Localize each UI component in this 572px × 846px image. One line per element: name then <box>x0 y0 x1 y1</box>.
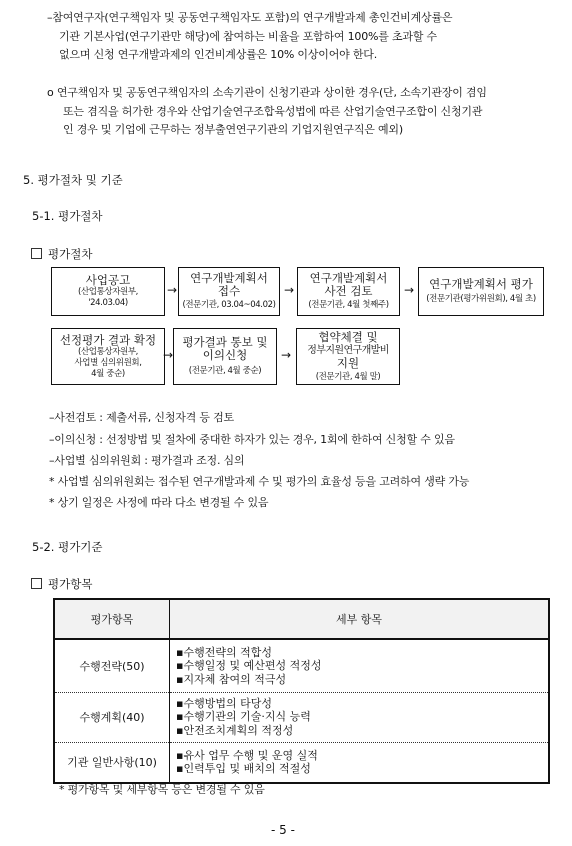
flow-step-pre-review <box>297 267 400 316</box>
flow-step-title: 연구개발계획서 평가 <box>429 277 533 291</box>
flow-step-title: 협약체결 및 <box>318 329 378 344</box>
flow-step-detail: (산업통상자원부, <box>78 346 138 357</box>
flow-step-title: 연구개발계획서 <box>309 271 388 285</box>
table-row <box>54 639 549 692</box>
flow-step-confirmation <box>51 328 165 385</box>
intro-paragraph <box>47 9 452 65</box>
flow-step-detail: (전문기관, 4월 말) <box>315 371 381 382</box>
flow-arrow: → <box>163 348 174 362</box>
flow-step-title: 사업공고 <box>85 273 131 287</box>
process-note: * 상기 일정은 사정에 따라 다소 변경될 수 있음 <box>49 496 269 509</box>
table-header: 평가항목 <box>54 599 170 639</box>
process-note: –사전검토 : 제출서류, 신청자격 등 검토 <box>49 411 234 424</box>
intro-line: –참여연구자(연구책임자 및 공동연구책임자도 포함)의 연구개발과제 총인건비계상률은 <box>47 11 453 24</box>
table-cell-label: 수행계획(40) <box>54 692 170 742</box>
flow-step-title: 지원 <box>336 355 360 370</box>
note-line: o 연구책임자 및 공동연구책임자의 소속기관이 신청기관과 상이한 경우(단, 소속기관장이 겸임 <box>47 86 487 99</box>
list-item: ▪지자체 참여의 적극성 <box>176 672 287 686</box>
flow-step-announcement <box>51 267 165 316</box>
process-note: –이의신청 : 선정방법 및 절차에 중대한 하자가 있는 경우, 1회에 한하여 신청할 수 있음 <box>49 433 455 446</box>
page-number: - 5 - <box>271 823 295 837</box>
flow-step-title: 이의신청 <box>202 348 248 362</box>
table-row <box>54 692 549 742</box>
flow-step-detail: (전문기관, 03.04~04.02) <box>182 300 276 310</box>
items-heading <box>31 576 92 592</box>
table-cell-label: 수행전략(50) <box>54 639 170 692</box>
flow-arrow: → <box>167 283 178 297</box>
checkbox-icon <box>31 578 42 589</box>
list-item: ▪인력투입 및 배치의 적절성 <box>176 762 311 776</box>
section-5-title: 5. 평가절차 및 기준 <box>23 173 123 187</box>
flow-step-agreement <box>296 328 400 385</box>
table-header: 세부 항목 <box>170 599 550 639</box>
list-item: ▪안전조치계획의 적정성 <box>176 723 294 737</box>
list-item: ▪수행방법의 타당성 <box>176 696 272 710</box>
process-heading <box>31 246 92 262</box>
table-row <box>54 742 549 783</box>
process-notes <box>49 407 469 513</box>
flow-step-title: 평가결과 통보 및 <box>182 335 268 349</box>
flow-step-detail: (전문기관, 4월 첫째주) <box>308 300 389 310</box>
flow-step-detail: 4월 중순) <box>91 368 125 379</box>
flow-step-detail: '24.03.04) <box>88 298 128 308</box>
list-item: ▪수행기관의 기술·지식 능력 <box>176 710 311 724</box>
flow-arrow: → <box>281 348 292 362</box>
table-note: * 평가항목 및 세부항목 등은 변경될 수 있음 <box>59 783 265 796</box>
table-header-row <box>54 599 549 639</box>
flow-step-evaluation <box>418 267 544 316</box>
intro-line: 없으며 신청 연구개발과제의 인건비계상률은 10% 이상이어야 한다. <box>59 48 377 61</box>
note-line: 인 경우 및 기업에 근무하는 정부출연연구기관의 기업지원연구직은 예외) <box>63 123 403 136</box>
table-cell-items <box>170 692 550 742</box>
list-item: ▪유사 업무 수행 및 운영 실적 <box>176 748 318 762</box>
flow-step-detail: (전문기관(평가위원회), 4월 초) <box>426 294 536 304</box>
intro-line: 기관 기본사업(연구기관만 해당)에 참여하는 비율을 포함하여 100%를 초과할 수 <box>59 29 437 43</box>
flow-step-detail: (전문기관, 4월 중순) <box>188 366 262 376</box>
list-item: ▪수행일정 및 예산편성 적정성 <box>176 659 322 672</box>
list-item: ▪수행전략의 적합성 <box>176 645 272 659</box>
note-line: 또는 겸직을 허가한 경우와 산업기술연구조합육성법에 따른 산업기술연구조합이 신청기관 <box>63 104 483 118</box>
flow-arrow: → <box>284 283 295 297</box>
process-note: –사업별 심의위원회 : 평가결과 조정. 심의 <box>49 454 245 467</box>
table-cell-items <box>170 742 550 783</box>
flow-step-detail: 사업별 심의위원회, <box>74 357 142 368</box>
flow-step-title: 정부지원연구개발비 <box>307 344 389 356</box>
checkbox-icon <box>31 248 42 259</box>
flow-step-submission <box>178 267 280 316</box>
table-cell-items <box>170 639 550 692</box>
flow-step-title: 사전 검토 <box>324 284 373 298</box>
items-heading-label: 평가항목 <box>48 577 93 591</box>
section-5-1-title: 5-1. 평가절차 <box>32 209 103 223</box>
flow-step-title: 접수 <box>217 284 241 298</box>
evaluation-table <box>53 598 550 784</box>
flow-step-title: 선정평가 결과 확정 <box>59 332 157 347</box>
note-paragraph <box>47 84 487 140</box>
process-note: * 사업별 심의위원회는 접수된 연구개발과제 수 및 평가의 효율성 등을 고려하여 생략 가능 <box>49 475 470 488</box>
table-cell-label: 기관 일반사항(10) <box>54 742 170 783</box>
section-5-2-title: 5-2. 평가기준 <box>32 540 103 554</box>
flow-step-title: 연구개발계획서 <box>190 271 268 285</box>
flow-arrow: → <box>404 283 415 297</box>
flow-step-notification <box>173 328 277 385</box>
flow-step-detail: (산업통상자원부, <box>78 287 138 297</box>
process-heading-label: 평가절차 <box>48 247 93 261</box>
